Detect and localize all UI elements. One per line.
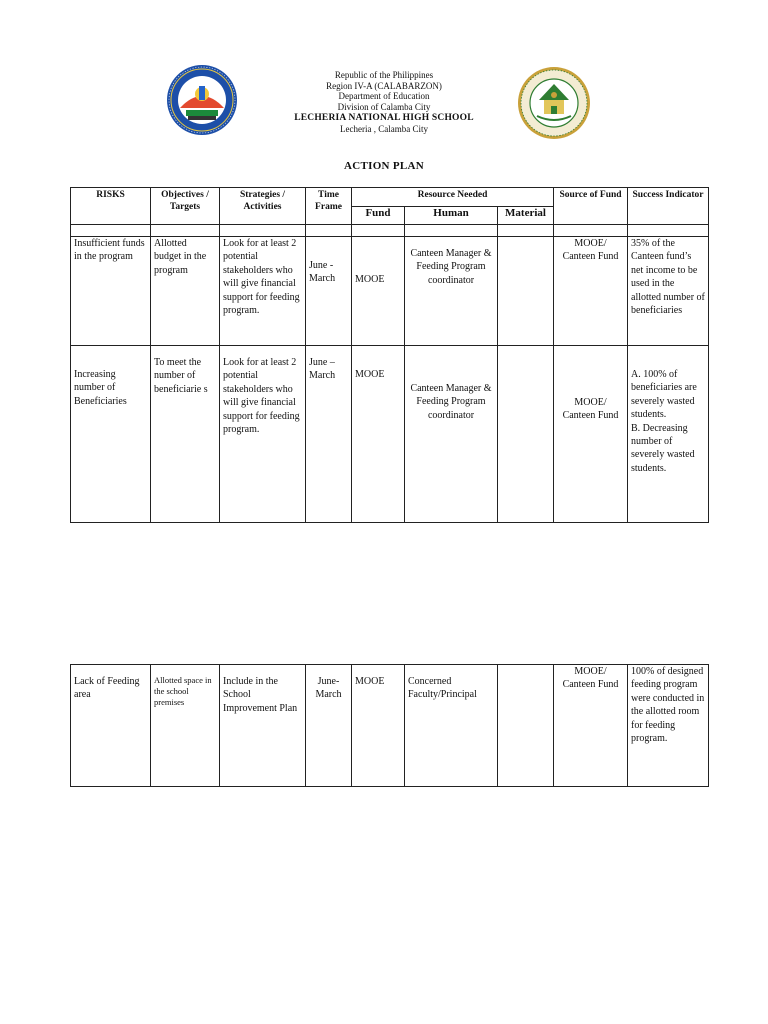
risk-cell: Insufficient funds in the program [71, 237, 151, 346]
header-material: Material [498, 207, 554, 225]
table-row [71, 237, 709, 346]
material-cell [498, 665, 554, 787]
division-line: Division of Calamba City [337, 102, 431, 113]
school-address: Lecheria , Calamba City [340, 123, 428, 134]
fund-cell: MOOE [352, 237, 405, 346]
header-human: Human [405, 207, 498, 225]
indicator-cell: 100% of designed feeding program were conducted in the allotted room for feeding program. [628, 665, 709, 787]
objective-cell: To meet the number of beneficiarie s [151, 346, 220, 523]
human-cell: Concerned Faculty/Principal [405, 665, 498, 787]
source-cell: MOOE/ Canteen Fund [554, 237, 628, 346]
action-plan-table [70, 187, 709, 523]
header-time-frame: Time Frame [306, 188, 352, 225]
indicator-cell: A. 100% of beneficiaries are severely wasted students. B. Decreasing number of severely wasted students. [628, 346, 709, 523]
spacer-row [71, 225, 709, 237]
header-success-indicator: Success Indicator [628, 188, 709, 225]
department-line: Department of Education [338, 91, 430, 102]
fund-cell: MOOE [352, 346, 405, 523]
source-cell: MOOE/ Canteen Fund [554, 665, 628, 787]
indicator-cell: 35% of the Canteen fund’s net income to be used in the allotted number of beneficiaries [628, 237, 709, 346]
country-line: Republic of the Philippines [334, 70, 434, 80]
document-title: ACTION PLAN [344, 160, 424, 172]
school-name: LECHERIA NATIONAL HIGH SCHOOL [294, 112, 474, 123]
header-source-of-fund: Source of Fund [554, 188, 628, 225]
fund-cell: MOOE [352, 665, 405, 787]
header-resource-needed: Resource Needed [352, 188, 554, 207]
human-cell: Canteen Manager & Feeding Program coordinator [405, 346, 498, 523]
risk-cell: Increasing number of Beneficiaries [71, 346, 151, 523]
time-frame-cell: June- March [306, 665, 352, 787]
division-seal-logo [166, 64, 238, 136]
strategy-cell: Include in the School Improvement Plan [220, 665, 306, 787]
material-cell [498, 346, 554, 523]
action-plan-table-continued [70, 664, 709, 787]
table-row [71, 346, 709, 523]
time-frame-cell: June - March [306, 237, 352, 346]
time-frame-cell: June – March [306, 346, 352, 523]
header-objectives: Objectives / Targets [151, 188, 220, 225]
letterhead [250, 70, 518, 134]
objective-cell: Allotted budget in the program [151, 237, 220, 346]
human-cell: Canteen Manager & Feeding Program coordinator [405, 237, 498, 346]
header-strategies: Strategies / Activities [220, 188, 306, 225]
material-cell [498, 237, 554, 346]
header-risks: RISKS [71, 188, 151, 225]
header-row [71, 188, 709, 207]
strategy-cell: Look for at least 2 potential stakeholders who will give financial support for feeding program. [220, 346, 306, 523]
risk-cell: Lack of Feeding area [71, 665, 151, 787]
objective-cell: Allotted space in the school premises [151, 665, 220, 787]
source-cell: MOOE/ Canteen Fund [554, 346, 628, 523]
header-fund: Fund [352, 207, 405, 225]
region-line: Region IV-A (CALABARZON) [326, 80, 442, 91]
table-row [71, 665, 709, 787]
school-seal-logo [517, 66, 591, 140]
strategy-cell: Look for at least 2 potential stakeholders who will give financial support for feeding program. [220, 237, 306, 346]
